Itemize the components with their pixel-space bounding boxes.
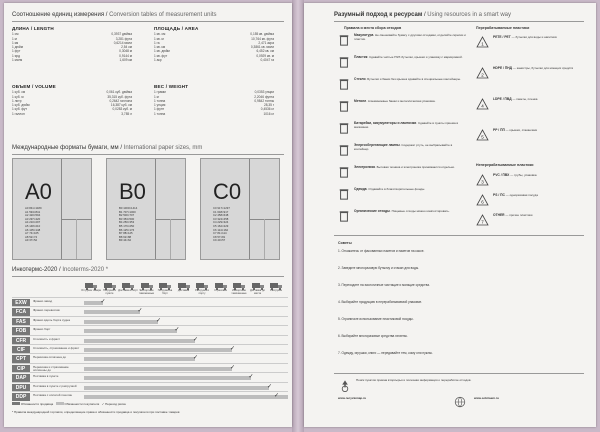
- format-name: B0: [119, 179, 146, 204]
- format-size: C1 648×917: [213, 209, 229, 214]
- unit-to: 0,0283 куб. м: [112, 107, 132, 112]
- risk-transfer-icon: ✓: [193, 355, 199, 362]
- unit-to: 2,54 см: [121, 45, 132, 50]
- unit-to: 1016 кг: [263, 111, 274, 116]
- incoterms-legend: Обязанности продавца Обязанности покупателя ✓ Переход риска: [12, 402, 282, 407]
- incoterm-code: DPU: [12, 384, 30, 392]
- unit-to: 0,9144 м: [119, 53, 132, 58]
- waste-rule-text: Не смешивайте бумагу с другими отходами, отделяйте скрепки и пластик.: [354, 33, 466, 41]
- format-size: B6 125×176: [119, 227, 135, 232]
- format-size: A6 105×148: [25, 227, 41, 232]
- divider: [334, 373, 584, 374]
- risk-transfer-icon: ✓: [156, 317, 162, 324]
- risk-transfer-icon: ✓: [248, 374, 254, 381]
- waste-rule: Одежда. Отдавайте в благотворительные фонды.: [354, 187, 426, 191]
- risk-transfer-icon: ✓: [230, 346, 236, 352]
- rules-head: Правила и места сбора отходов: [344, 26, 402, 30]
- format-size: A9 37×52: [25, 238, 38, 243]
- incoterm-seller-bar: [84, 339, 195, 343]
- incoterm-code: FCA: [12, 308, 30, 316]
- incoterm-code: CPT: [12, 355, 30, 363]
- unit-from: 1 дюйм: [12, 45, 23, 50]
- plastic-description: прочие пластики: [509, 213, 533, 217]
- recycling-code-number: 3: [481, 179, 484, 185]
- nonplastic-head: Неперерабатываемые пластики: [476, 163, 534, 167]
- waste-category-icon: [338, 33, 352, 47]
- risk-transfer-icon: ✓: [193, 336, 199, 343]
- incoterm-name: Поставка в пункте с разгрузкой: [33, 383, 77, 388]
- incoterms-title: Инкотермс-2020: [12, 267, 58, 273]
- incoterm-seller-bar: [84, 329, 177, 333]
- tips-head: Советы: [338, 241, 352, 245]
- unit-row: [12, 112, 132, 116]
- units-section-title: Соотношение единиц измерения / Conversion tables of measurement units: [12, 12, 217, 18]
- paper-format-c0: [200, 158, 280, 260]
- incoterms-column-label: Импортные таможенные: [231, 289, 247, 295]
- unit-to: 0,9842 тонны: [254, 98, 274, 103]
- format-sizes: [213, 207, 230, 243]
- legend-seller: Обязанности продавца: [20, 402, 54, 406]
- recycle-icon: [338, 379, 352, 393]
- format-sizes: [25, 207, 42, 243]
- incoterms-column-label: Разгрузка: [270, 289, 282, 292]
- unit-from: 1 км: [12, 40, 19, 45]
- plastic-code: PETE / PET: [493, 35, 511, 39]
- unit-from: 1 акр: [154, 58, 162, 63]
- format-size: C3 324×458: [213, 216, 229, 221]
- format-size: B0 1000×1414: [119, 206, 138, 210]
- incoterm-code: FAS: [12, 318, 30, 326]
- risk-transfer-icon: ✓: [174, 327, 180, 334]
- incoterm-name: Франко перевозчик: [33, 308, 60, 313]
- waste-rule: Электроника. Бытовая техника и электроника принимаются отдельно.: [354, 165, 455, 169]
- globe-icon: [454, 395, 468, 409]
- format-size: B5 176×250: [119, 223, 135, 228]
- incoterm-name: Поставка в пункте: [33, 374, 59, 379]
- format-size: C6 114×162: [213, 227, 229, 232]
- risk-transfer-icon: ✓: [267, 383, 273, 390]
- plastic-type: HDPE / ПНД — канистры, бутылки для моющих средств: [493, 66, 574, 70]
- format-size: A1 594×841: [25, 209, 41, 214]
- format-size: B8 62×88: [119, 234, 132, 239]
- left-page: [4, 3, 292, 427]
- incoterms-column-label: Страховка: [214, 289, 227, 292]
- waste-rule: Стекло. Бутылки и банки без крышек сдавайте в специальные контейнеры.: [354, 77, 461, 81]
- waste-category-icon: [338, 99, 352, 113]
- waste-category-icon: [338, 209, 352, 223]
- plastic-code: HDPE / ПНД: [493, 66, 513, 70]
- unit-to: 0,3937 дюйма: [111, 32, 132, 37]
- recycling-code-number: 6: [481, 199, 484, 205]
- recycling-code-number: 1: [481, 41, 484, 47]
- waste-rule: Батарейки, аккумуляторы и лампочки. Сдавайте в пункты приема в магазинах.: [354, 121, 459, 129]
- waste-rule-label: Одежда: [354, 187, 367, 191]
- divider: [12, 276, 284, 277]
- right-title: Разумный подход к ресурсам / Using resources in a smart way: [334, 12, 511, 18]
- incoterm-name: Поставка с оплатой пошлин: [33, 393, 73, 397]
- plastic-code: OTHER: [493, 213, 505, 217]
- waste-rule-text: Сдавайте в пункты приема в магазинах.: [354, 121, 459, 129]
- unit-row: [154, 58, 274, 62]
- unit-from: 1 кв. см: [154, 32, 166, 37]
- format-name: A0: [25, 179, 52, 204]
- plastic-type: OTHER — прочие пластики: [493, 213, 533, 217]
- unit-from: 1 галлон: [12, 111, 25, 116]
- waste-rule: Пластик. Сдавайте чистые ПЭТ-бутылки, крышки и упаковку с маркировкой.: [354, 55, 463, 59]
- resources-title-en: Using resources in a smart way: [427, 12, 511, 18]
- plastic-code: LDPE / ПВД: [493, 97, 512, 101]
- incoterm-code: CFR: [12, 337, 30, 345]
- format-size: C0 917×1297: [213, 206, 230, 210]
- unit-from: 1 тонна: [154, 98, 166, 103]
- waste-category-icon: [338, 121, 352, 135]
- divider: [12, 154, 284, 155]
- waste-rule-text: Алюминиевые банки и металлическая упаковка.: [367, 99, 436, 103]
- format-size: B9 44×62: [119, 238, 132, 243]
- unit-from: 1 куб. дюйм: [12, 103, 30, 108]
- waste-rule-label: Пластик: [354, 55, 368, 59]
- recycling-code-number: 7: [481, 219, 484, 225]
- unit-from: 1 литр: [12, 98, 22, 103]
- unit-to: 0,3048 м: [119, 49, 132, 54]
- incoterms-column-label: Доставка в порт: [118, 289, 138, 292]
- incoterm-name: Франко завод: [33, 299, 53, 303]
- eco-tip: 5. Ограничьте использование пластиковой посуды.: [338, 317, 414, 321]
- waste-category-icon: [338, 165, 352, 179]
- weight-head: ВЕС / WEIGHT: [154, 84, 189, 89]
- recycling-code-icon: [476, 193, 489, 205]
- waste-rule-text: Бутылки и банки без крышек сдавайте в специальные контейнеры.: [367, 77, 461, 81]
- unit-to: 16,387 куб. см: [110, 103, 132, 108]
- incoterms-title-en: Incoterms-2020 *: [62, 267, 109, 273]
- plastic-type: PVC / ПВХ — трубы, упаковка: [493, 173, 537, 177]
- incoterms-column-label: Экспортные таможенные: [138, 289, 155, 295]
- unit-row: [154, 112, 274, 116]
- length-table: [12, 27, 132, 62]
- unit-from: 1 кв. км: [154, 45, 166, 50]
- plastic-description: бутылки для воды и напитков: [515, 35, 557, 39]
- format-size: A0 841×1189: [25, 206, 42, 210]
- incoterm-code: EXW: [12, 299, 30, 307]
- recycling-code-icon: [476, 97, 489, 109]
- incoterms-section-title: Инкотермс-2020 / Incoterms-2020 *: [12, 267, 109, 273]
- unit-to: 28,35 г: [263, 103, 274, 108]
- unit-from: 1 кв. м: [154, 36, 164, 41]
- units-title: Соотношение единиц измерения: [12, 12, 105, 18]
- site-link-2[interactable]: www.sobiraem.ru: [474, 396, 499, 400]
- divider: [334, 235, 584, 236]
- incoterm-seller-bar: [84, 357, 195, 361]
- unit-from: 1 ярд: [12, 53, 20, 58]
- unit-to: 0,6214 мили: [113, 40, 132, 45]
- incoterms-column-label: Погрузка в пункте: [103, 289, 116, 295]
- plastic-head: Перерабатываемые пластики: [476, 26, 530, 30]
- incoterms-footnote: * Правила международной торговли, определяющие права и обязанности продавца и покупателя при поставке товаров: [12, 410, 180, 414]
- waste-rule: Металл. Алюминиевые банки и металлическая упаковка.: [354, 99, 436, 103]
- paper-section-title: Международные форматы бумаги, мм / International paper sizes, mm: [12, 145, 203, 151]
- paper-title: Международные форматы бумаги, мм: [12, 145, 119, 151]
- waste-rule-label: Батарейки, аккумуляторы и лампочки: [354, 121, 417, 125]
- incoterm-name: Перевозка оплачена до: [33, 355, 67, 360]
- weight-table: [154, 85, 274, 116]
- incoterm-seller-bar: [84, 348, 232, 352]
- unit-from: 1 фут: [12, 49, 21, 54]
- plastic-code: PS / ПС: [493, 193, 505, 197]
- unit-from: 1 кв. фут: [154, 53, 168, 58]
- recycling-code-icon: [476, 128, 489, 140]
- waste-rule-text: Сдавайте чистые ПЭТ-бутылки, крышки и упаковку с маркировкой.: [369, 55, 463, 59]
- waste-rule-label: Стекло: [354, 77, 366, 81]
- incoterm-name: Перевозка и страхование оплачены до: [33, 364, 69, 373]
- eco-tip: 3. Переходите на экологичные чистящие и моющие средства.: [338, 283, 430, 287]
- format-size: C8 57×81: [213, 234, 226, 239]
- unit-row: [12, 58, 132, 62]
- plastic-code: PP / ПП: [493, 128, 505, 132]
- unit-from: 1 га: [154, 40, 160, 45]
- unit-from: 1 унция: [154, 103, 166, 108]
- area-head: ПЛОЩАДЬ / AREA: [154, 26, 199, 31]
- format-size: A8 52×74: [25, 234, 38, 239]
- eco-tip: 7. Одежду, игрушки, книги — передавайте тем, кому они нужны.: [338, 351, 433, 355]
- incoterms-column-label: Погрузка на борт: [157, 289, 173, 295]
- risk-transfer-icon: ✓: [137, 308, 143, 315]
- incoterms-column-label: Отгрузка товара: [81, 289, 101, 292]
- paper-title-en: International paper sizes, mm: [123, 145, 203, 151]
- incoterms-column-label: Доставка: [177, 289, 190, 292]
- resources-title: Разумный подход к ресурсам: [334, 12, 423, 18]
- plastic-description: трубы, упаковка: [514, 173, 537, 177]
- format-size: C9 40×57: [213, 238, 226, 243]
- format-size: A4 210×297: [25, 220, 41, 225]
- format-size: C5 162×229: [213, 223, 229, 228]
- risk-transfer-icon: ✓: [230, 364, 236, 371]
- unit-from: 1 куб. см: [12, 90, 26, 95]
- area-table: [154, 27, 274, 62]
- waste-rule-label: Энергосберегающие лампы: [354, 143, 400, 147]
- format-size: A2 420×594: [25, 213, 41, 218]
- recycling-code-number: 5: [481, 134, 484, 140]
- unit-to: 0,061 куб. дюйма: [106, 90, 132, 95]
- recycling-code-icon: [476, 213, 489, 225]
- unit-to: 0,4536 кг: [260, 107, 274, 112]
- length-head: ДЛИНА / LENGTH: [12, 26, 54, 31]
- incoterms-column-label: Доставка до места: [250, 289, 265, 295]
- recycling-code-number: 2: [481, 72, 484, 78]
- format-name: C0: [213, 179, 242, 204]
- legend-buyer: Обязанности покупателя: [64, 402, 100, 406]
- volume-head: ОБЪЕМ / VOLUME: [12, 84, 56, 89]
- volume-table: [12, 85, 132, 116]
- waste-rule-text: Пищевые отходы можно компостировать.: [391, 209, 450, 213]
- format-size: A5 148×210: [25, 223, 41, 228]
- eco-tip: 1. Откажитесь от фасованных пакетов и пакетов на кассе.: [338, 249, 425, 253]
- paper-format-b0: [106, 158, 186, 260]
- waste-rule: Макулатура. Не смешивайте бумагу с другими отходами, отделяйте скрепки и пластик.: [354, 33, 466, 41]
- unit-to: 0,0353 унции: [254, 90, 274, 95]
- paper-format-a0: [12, 158, 92, 260]
- incoterm-name: Франко борт: [33, 327, 51, 332]
- recycling-code-icon: [476, 35, 489, 47]
- format-size: B4 250×353: [119, 220, 135, 225]
- unit-to: 1,609 км: [119, 58, 132, 63]
- incoterm-seller-bar: [84, 320, 158, 324]
- unit-to: 3,785 л: [121, 111, 132, 116]
- plastic-type: LDPE / ПВД — пакеты, пленка: [493, 97, 538, 101]
- unit-to: 35,315 куб. фута: [107, 94, 132, 99]
- divider: [334, 21, 584, 22]
- unit-to: 0,3861 кв. мили: [250, 45, 274, 50]
- recycling-code-icon: [476, 173, 489, 185]
- format-size: C7 81×114: [213, 231, 227, 236]
- waste-rule-label: Органические отходы: [354, 209, 390, 213]
- format-sizes: [119, 207, 137, 243]
- unit-to: 2,2046 фунта: [254, 94, 274, 99]
- notebook-spine: [292, 0, 304, 432]
- waste-rule-label: Макулатура: [354, 33, 374, 37]
- unit-to: 3,281 фута: [115, 36, 132, 41]
- format-size: C4 229×324: [213, 220, 229, 225]
- waste-rule-text: Отдавайте в благотворительные фонды.: [368, 187, 426, 191]
- recycling-code-icon: [476, 66, 489, 78]
- units-title-en: Conversion tables of measurement units: [109, 12, 217, 18]
- format-size: B2 500×707: [119, 213, 135, 218]
- format-size: A3 297×420: [25, 216, 41, 221]
- waste-rule: Органические отходы. Пищевые отходы можно компостировать.: [354, 209, 450, 213]
- incoterm-seller-bar: [84, 395, 288, 399]
- waste-category-icon: [338, 55, 352, 69]
- unit-to: 0,4047 га: [260, 58, 274, 63]
- plastic-type: PETE / PET — бутылки для воды и напитков: [493, 35, 557, 39]
- divider: [12, 21, 284, 22]
- unit-from: 1 куб. фут: [12, 107, 27, 112]
- recycling-code-number: 4: [481, 103, 484, 109]
- risk-transfer-icon: ✓: [100, 299, 106, 305]
- unit-from: 1 куб. м: [12, 94, 24, 99]
- plastic-description: одноразовая посуда: [509, 193, 538, 197]
- eco-text: Поиск пунктов приема вторсырья и полезная информация о переработке отходов.: [356, 378, 472, 382]
- unit-from: 1 кв. дюйм: [154, 49, 170, 54]
- unit-from: 1 миля: [12, 58, 23, 63]
- incoterm-seller-bar: [84, 386, 269, 390]
- format-size: B3 353×500: [119, 216, 135, 221]
- unit-to: 0,2642 галлона: [109, 98, 132, 103]
- unit-from: 1 кг: [154, 94, 160, 99]
- unit-from: 1 м: [12, 36, 17, 41]
- incoterm-code: DAP: [12, 374, 30, 382]
- plastic-description: пакеты, пленка: [516, 97, 538, 101]
- incoterm-seller-bar: [84, 376, 251, 380]
- plastic-code: PVC / ПВХ: [493, 173, 510, 177]
- unit-to: 6,452 кв. см: [256, 49, 274, 54]
- waste-rule-label: Металл: [354, 99, 367, 103]
- unit-from: 1 фунт: [154, 107, 165, 112]
- eco-tip: 6. Выбирайте многоразовые средства гигиены.: [338, 334, 408, 338]
- plastic-description: крышки, стаканчики: [509, 128, 538, 132]
- incoterms-column-label: Разгрузка в порту: [195, 289, 209, 295]
- incoterm-seller-bar: [84, 310, 140, 314]
- waste-rule-text: Содержат ртуть, не выбрасывайте в контейнер.: [354, 143, 453, 151]
- waste-rule: Энергосберегающие лампы. Содержат ртуть, не выбрасывайте в контейнер.: [354, 143, 453, 151]
- plastic-description: канистры, бутылки для моющих средств: [516, 66, 574, 70]
- plastic-type: PS / ПС — одноразовая посуда: [493, 193, 538, 197]
- unit-from: 1 тонна: [154, 111, 166, 116]
- risk-transfer-icon: ✓: [274, 393, 280, 399]
- format-size: B1 707×1000: [119, 209, 136, 214]
- legend-risk: Переход риска: [105, 402, 126, 406]
- incoterm-name: Стоимость и фрахт: [33, 336, 61, 341]
- incoterm-name: Стоимость, страхование и фрахт: [33, 346, 80, 350]
- incoterm-code: CIP: [12, 365, 30, 373]
- incoterm-name: Франко вдоль борта судна: [33, 317, 70, 322]
- waste-category-icon: [338, 77, 352, 91]
- unit-to: 2,471 акра: [258, 40, 274, 45]
- unit-to: 0,0929 кв. м: [256, 53, 274, 58]
- format-size: C2 458×648: [213, 213, 229, 218]
- plastic-type: PP / ПП — крышки, стаканчики: [493, 128, 538, 132]
- incoterm-code: FOB: [12, 327, 30, 335]
- waste-category-icon: [338, 143, 352, 157]
- waste-rule-label: Электроника: [354, 165, 375, 169]
- right-page: [304, 3, 596, 427]
- incoterm-code: DDP: [12, 393, 30, 401]
- waste-rule-text: Бытовая техника и электроника принимаются отдельно.: [376, 165, 455, 169]
- eco-tip: 2. Заведите многоразовую бутылку и стакан для воды.: [338, 266, 420, 270]
- format-size: A7 74×105: [25, 231, 39, 236]
- waste-category-icon: [338, 187, 352, 201]
- unit-to: 0,155 кв. дюйма: [250, 32, 274, 37]
- eco-tip: 4. Выбирайте продукцию в перерабатываемой упаковке.: [338, 300, 423, 304]
- incoterm-code: CIF: [12, 346, 30, 354]
- unit-from: 1 см: [12, 32, 19, 37]
- unit-from: 1 грамм: [154, 90, 166, 95]
- unit-to: 10,764 кв. фута: [251, 36, 274, 41]
- site-link-1[interactable]: www.recyclemap.ru: [338, 396, 367, 400]
- format-size: B7 88×125: [119, 231, 133, 236]
- incoterms-row: [12, 391, 288, 402]
- incoterm-seller-bar: [84, 367, 232, 371]
